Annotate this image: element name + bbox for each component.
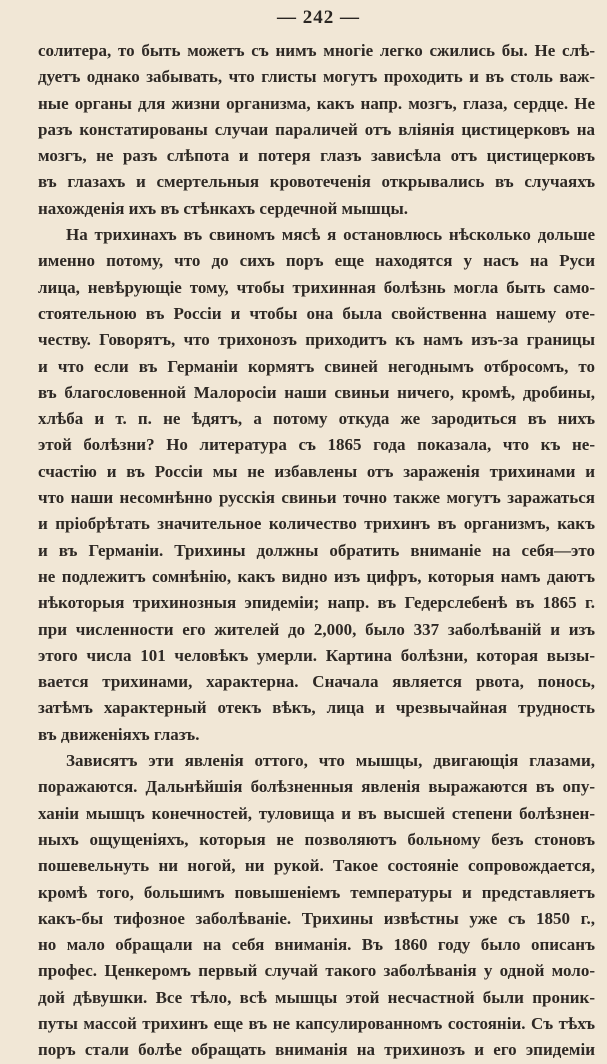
text-line: счастію и въ Россіи мы не избавлены отъ зараженія трихинами и	[38, 461, 595, 481]
text-line: именно потому, что до сихъ поръ еще находятся у насъ на Руси	[38, 251, 595, 271]
text-line: дой дѣвушки. Все тѣло, всѣ мышцы этой несчастной были проник-	[38, 987, 595, 1007]
text-line: въ движеніяхъ глазъ.	[38, 724, 200, 744]
text-line: въ глазахъ и смертельныя кровотеченія открывались въ случаяхъ	[38, 172, 595, 192]
text-line: мозгъ, не разъ слѣпота и потеря глазъ зависѣла отъ цистицерковъ	[38, 146, 595, 166]
text-line: этой болѣзни? Но литература съ 1865 года показала, что къ не-	[38, 435, 595, 455]
text-line: при численности его жителей до 2,000, было 337 заболѣваній и изъ	[38, 619, 595, 639]
text-line: нѣкоторыя трихинозныя эпидеміи; напр. въ Гедерслебенѣ въ 1865 г.	[38, 593, 595, 613]
text-line: стоятельною въ Россіи и чтобы она была свойственна нашему оте-	[38, 303, 595, 323]
text-line: разъ констатированы случаи параличей отъ вліянія цистицерковъ на	[38, 119, 595, 139]
text-line: ныхъ ощущеніяхъ, которыя не позволяютъ больному безъ стоновъ	[38, 829, 595, 849]
text-line: ханіи мышцъ конечностей, туловища и въ высшей степени болѣзнен-	[38, 803, 595, 823]
text-line: и что если въ Германіи кормятъ свиней негоднымъ отбросомъ, то	[38, 356, 595, 376]
text-line: дуетъ однако забывать, что глисты могутъ проходить и въ столь важ-	[38, 67, 595, 87]
text-line: ные органы для жизни организма, какъ напр. мозгъ, глаза, сердце. Не	[38, 93, 595, 113]
text-line: что наши несомнѣнно русскія свиньи точно также могутъ заражаться	[38, 488, 595, 508]
text-line: хлѣба и т. п. не ѣдятъ, а потому откуда же зародиться въ нихъ	[38, 409, 595, 429]
text-line: но мало обращали на себя вниманія. Въ 1860 году было описанъ	[38, 935, 595, 955]
text-line: честву. Говорятъ, что трихонозъ приходитъ къ намъ изъ-за границы	[38, 330, 595, 350]
text-line: профес. Ценкеромъ первый случай такого заболѣванія у одной моло-	[38, 961, 595, 981]
text-line: этого числа 101 человѣкъ умерли. Картина болѣзни, которая вызы-	[38, 645, 595, 665]
page-number: — 242 —	[277, 7, 360, 28]
text-line: пошевельнуть ни ногой, ни рукой. Такое состояніе сопровождается,	[38, 856, 595, 876]
text-line: На трихинахъ въ свиномъ мясѣ я остановлюсь нѣсколько дольше	[66, 225, 595, 245]
text-line: лица, невѣрующіе тому, чтобы трихинная болѣзнь могла быть само-	[38, 277, 595, 297]
text-line: путы массой трихинъ еще въ не капсулированномъ состояніи. Съ тѣхъ	[38, 1013, 595, 1033]
text-line: поражаются. Дальнѣйшія болѣзненныя явленія выражаются въ опу-	[38, 777, 595, 797]
text-line: въ благословенной Малоросіи наши свиньи ничего, кромѣ, дробины,	[38, 382, 595, 402]
text-line: солитера, то быть можетъ съ нимъ многіе легко сжились бы. Не слѣ-	[38, 41, 595, 60]
text-line: и пріобрѣтать значительное количество трихинъ въ организмъ, какъ	[38, 514, 595, 534]
text-line: поръ стали болѣе обращать вниманія на трихинозъ и его эпидеміи	[38, 1040, 595, 1060]
text-line: и въ Германіи. Трихины должны обратить вниманіе на себя—это	[38, 540, 595, 560]
text-line: кромѣ того, большимъ повышеніемъ температуры и представляетъ	[38, 882, 595, 902]
text-line: Зависятъ эти явленія оттого, что мышцы, двигающія глазами,	[66, 751, 595, 771]
text-line: не подлежитъ сомнѣнію, какъ видно изъ цифръ, которыя намъ даютъ	[38, 566, 595, 586]
text-line: вается трихинами, характерна. Сначала является рвота, понось,	[38, 672, 595, 692]
body-text	[38, 38, 595, 1064]
text-line: нахожденія ихъ въ стѣнкахъ сердечной мышцы.	[38, 198, 409, 218]
text-line: затѣмъ характерный отекъ вѣкъ, лица и чрезвычайная трудность	[38, 698, 595, 718]
text-line: какъ-бы тифозное заболѣваніе. Трихины извѣстны уже съ 1850 г.,	[38, 908, 595, 928]
